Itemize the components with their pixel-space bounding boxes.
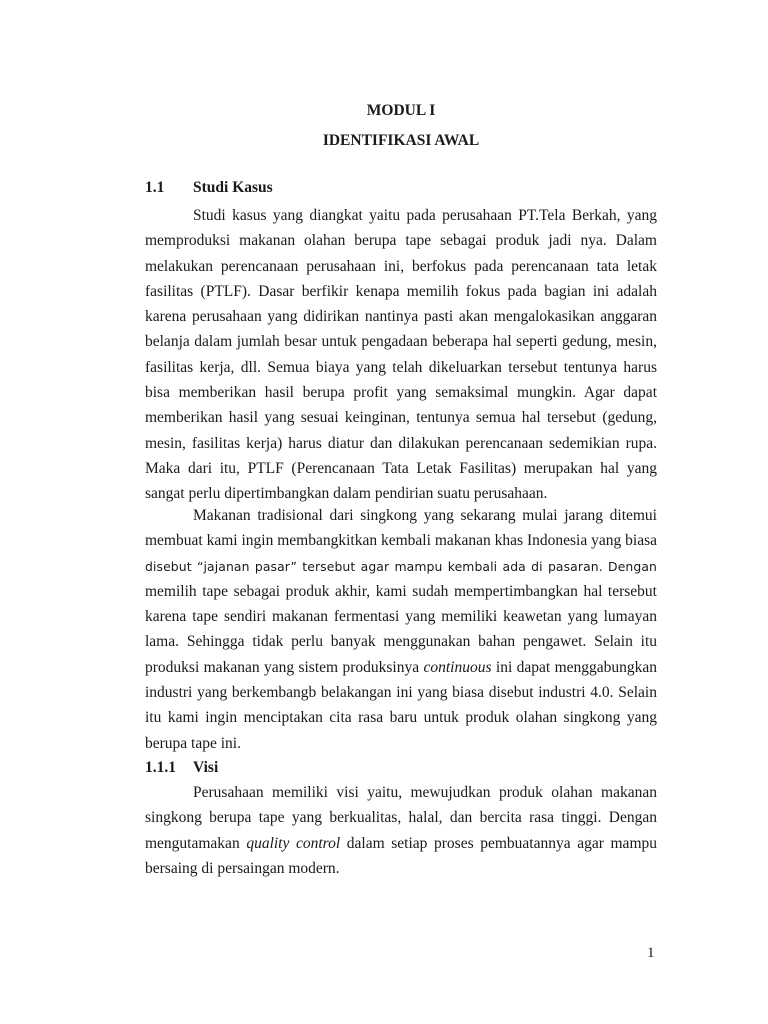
paragraph-text: memilih tape sebagai produk akhir, kami sudah mempertimbangkan hal tersebut karena tape sendiri makanan fermentasi yang memiliki keawetan yang lumayan lama. Sehingga tidak perlu banyak menggunakan bahan pengawet. Selain itu produksi makanan yang sistem produksinya: [145, 582, 657, 676]
module-title: MODUL I: [366, 102, 436, 119]
paragraph-text: Makanan tradisional dari singkong yang sekarang mulai jarang ditemui membuat kami ingin membangkitkan kembali makanan khas Indonesia yang biasa: [145, 507, 657, 550]
paragraph-text: dalam setiap proses pembuatannya agar mampu bersaing di persaingan modern.: [145, 834, 657, 877]
paragraph-studi-kasus-2: [145, 503, 657, 756]
page-number: 1: [647, 945, 655, 961]
paragraph-text: Perusahaan memiliki visi yaitu, mewujudkan produk olahan makanan singkong berupa tape yang berkualitas, halal, dan bercita rasa tinggi. Dengan mengutamakan: [145, 784, 657, 852]
module-subtitle: IDENTIFIKASI AWAL: [322, 132, 480, 149]
paragraph-text: ini dapat menggabungkan industri yang berkembangb belakangan ini yang biasa disebut industri 4.0. Selain itu kami ingin menciptakan cita rasa baru untuk produk olahan singkong yang berupa tape ini.: [145, 658, 658, 752]
section-title: Visi: [193, 759, 219, 776]
section-number: 1.1: [145, 179, 165, 196]
paragraph-sans-text: disebut “jajanan pasar” tersebut agar mampu kembali ada di pasaran. Dengan: [145, 558, 657, 574]
section-title: Studi Kasus: [193, 179, 273, 196]
italic-term-continuous: continuous: [423, 658, 492, 676]
section-heading-1-1: [145, 179, 273, 197]
section-heading-1-1-1: [145, 759, 218, 777]
italic-term-quality-control: quality control: [246, 834, 341, 852]
section-number: 1.1.1: [145, 759, 176, 776]
paragraph-studi-kasus-1: Studi kasus yang diangkat yaitu pada perusahaan PT.Tela Berkah, yang memproduksi makanan olahan berupa tape sebagai produk jadi nya. Dalam melakukan perencanaan perusahaan ini, berfokus pada perencanaan tata letak fasilitas (PTLF). Dasar berfikir kenapa memilih fokus pada bagian ini adalah karena perusahaan yang didirikan nantinya pasti akan mengalokasikan anggaran belanja dalam jumlah besar untuk pengadaan beberapa hal seperti gedung, mesin, fasilitas kerja, dll. Semua biaya yang telah dikeluarkan tersebut tentunya harus bisa memberikan hasil berupa profit yang semaksimal mungkin. Agar dapat memberikan hasil yang sesuai keinginan, tentunya semua hal tersebut (gedung, mesin, fasilitas kerja) harus diatur dan dilakukan perencanaan sedemikian rupa. Maka dari itu, PTLF (Perencanaan Tata Letak Fasilitas) merupakan hal yang sangat perlu dipertimbangkan dalam pendirian suatu perusahaan.: [145, 207, 657, 503]
paragraph-visi: [145, 780, 657, 881]
